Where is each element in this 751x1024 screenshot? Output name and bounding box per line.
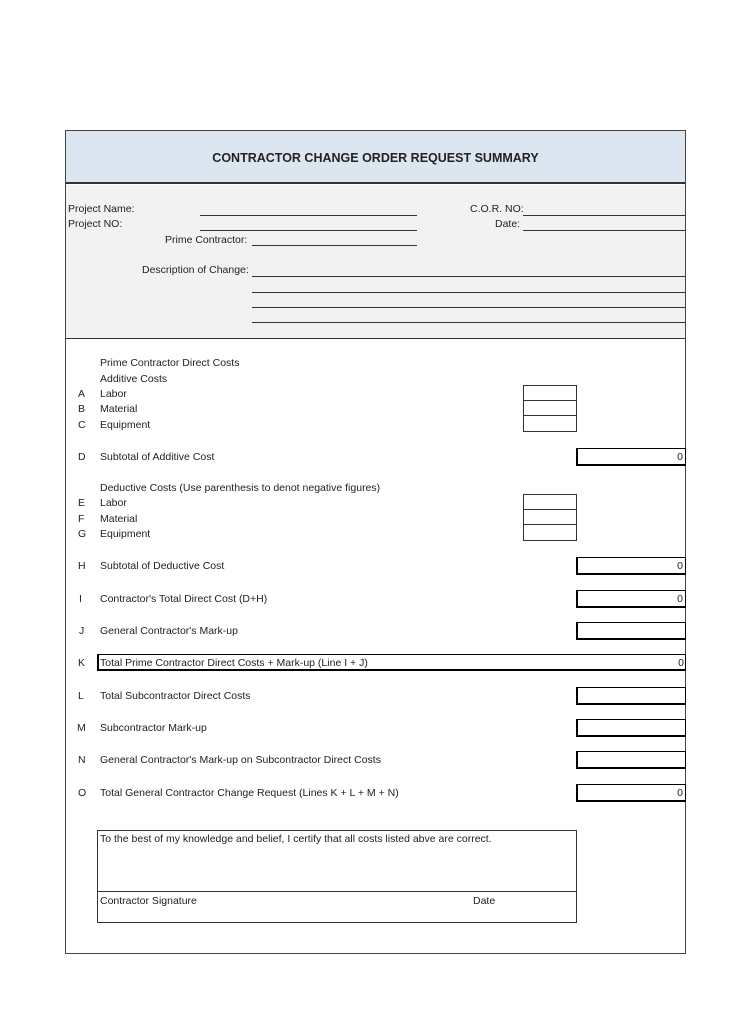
line-letter-m: M: [77, 722, 86, 734]
line-letter-c: C: [78, 419, 86, 431]
signature-date-label: Date: [473, 895, 496, 907]
line-label-n: General Contractor's Mark-up on Subcontractor Direct Costs: [100, 754, 381, 766]
equipment-additive-input[interactable]: [523, 415, 577, 432]
line-label-d: Subtotal of Additive Cost: [100, 451, 215, 463]
line-label-k: Total Prime Contractor Direct Costs + Mark-up (Line I + J): [100, 657, 368, 669]
date-field[interactable]: [523, 230, 685, 231]
line-letter-e: E: [78, 497, 86, 509]
project-no-label: Project NO:: [68, 218, 123, 230]
line-letter-j: J: [79, 625, 85, 637]
line-label-i: Contractor's Total Direct Cost (D+H): [100, 593, 268, 605]
description-line-4[interactable]: [252, 322, 685, 323]
line-letter-o: O: [78, 787, 87, 799]
labor-deductive-input[interactable]: [523, 494, 577, 510]
description-line-3[interactable]: [252, 307, 685, 308]
deductive-heading: Deductive Costs (Use parenthesis to denot negative figures): [100, 482, 381, 494]
subtotal-additive-value[interactable]: 0: [576, 448, 686, 466]
signature-label: Contractor Signature: [100, 895, 197, 907]
equipment-deductive-input[interactable]: [523, 524, 577, 541]
line-label-m: Subcontractor Mark-up: [100, 722, 207, 734]
line-label-c: Equipment: [100, 419, 151, 431]
line-letter-h: H: [78, 560, 86, 572]
prime-contractor-label: Prime Contractor:: [165, 234, 248, 246]
line-label-b: Material: [100, 403, 138, 415]
project-no-field[interactable]: [200, 230, 417, 231]
total-prime-value[interactable]: 0: [678, 657, 684, 669]
line-label-a: Labor: [100, 388, 127, 400]
line-letter-k: K: [78, 657, 86, 669]
line-letter-i: I: [79, 593, 82, 605]
line-label-g: Equipment: [100, 528, 151, 540]
prime-direct-heading: Prime Contractor Direct Costs: [100, 357, 240, 369]
line-label-l: Total Subcontractor Direct Costs: [100, 690, 251, 702]
line-letter-l: L: [78, 690, 84, 702]
subcontractor-direct-value[interactable]: [576, 687, 686, 705]
line-letter-a: A: [78, 388, 86, 400]
additive-heading: Additive Costs: [100, 373, 168, 385]
subtotal-deductive-value[interactable]: 0: [576, 557, 686, 575]
description-label: Description of Change:: [142, 264, 249, 276]
prime-contractor-field[interactable]: [252, 245, 417, 246]
line-letter-n: N: [78, 754, 86, 766]
line-label-j: General Contractor's Mark-up: [100, 625, 238, 637]
cor-no-label: C.O.R. NO:: [470, 203, 524, 215]
line-label-h: Subtotal of Deductive Cost: [100, 560, 225, 572]
form-title: CONTRACTOR CHANGE ORDER REQUEST SUMMARY: [212, 151, 539, 165]
line-letter-b: B: [78, 403, 86, 415]
header-section: [66, 185, 685, 339]
description-line-1[interactable]: [252, 276, 685, 277]
line-label-f: Material: [100, 513, 138, 525]
signature-line[interactable]: [97, 891, 577, 892]
project-name-label: Project Name:: [68, 203, 135, 215]
material-deductive-input[interactable]: [523, 509, 577, 525]
cor-no-field[interactable]: [523, 215, 685, 216]
line-letter-g: G: [78, 528, 87, 540]
line-letter-d: D: [78, 451, 86, 463]
line-letter-f: F: [78, 513, 85, 525]
certification-statement: To the best of my knowledge and belief, I certify that all costs listed abve are correct.: [100, 833, 492, 845]
title-bar: [66, 131, 685, 184]
description-line-2[interactable]: [252, 292, 685, 293]
gc-markup-subcontractor-value[interactable]: [576, 751, 686, 769]
labor-additive-input[interactable]: [523, 385, 577, 401]
project-name-field[interactable]: [200, 215, 417, 216]
subcontractor-markup-value[interactable]: [576, 719, 686, 737]
total-direct-cost-value[interactable]: 0: [576, 590, 686, 608]
line-label-o: Total General Contractor Change Request (Lines K + L + M + N): [100, 787, 399, 799]
date-label: Date:: [495, 218, 521, 230]
total-change-request-value[interactable]: 0: [576, 784, 686, 802]
line-label-e: Labor: [100, 497, 127, 509]
gc-markup-value[interactable]: [576, 622, 686, 640]
material-additive-input[interactable]: [523, 400, 577, 416]
